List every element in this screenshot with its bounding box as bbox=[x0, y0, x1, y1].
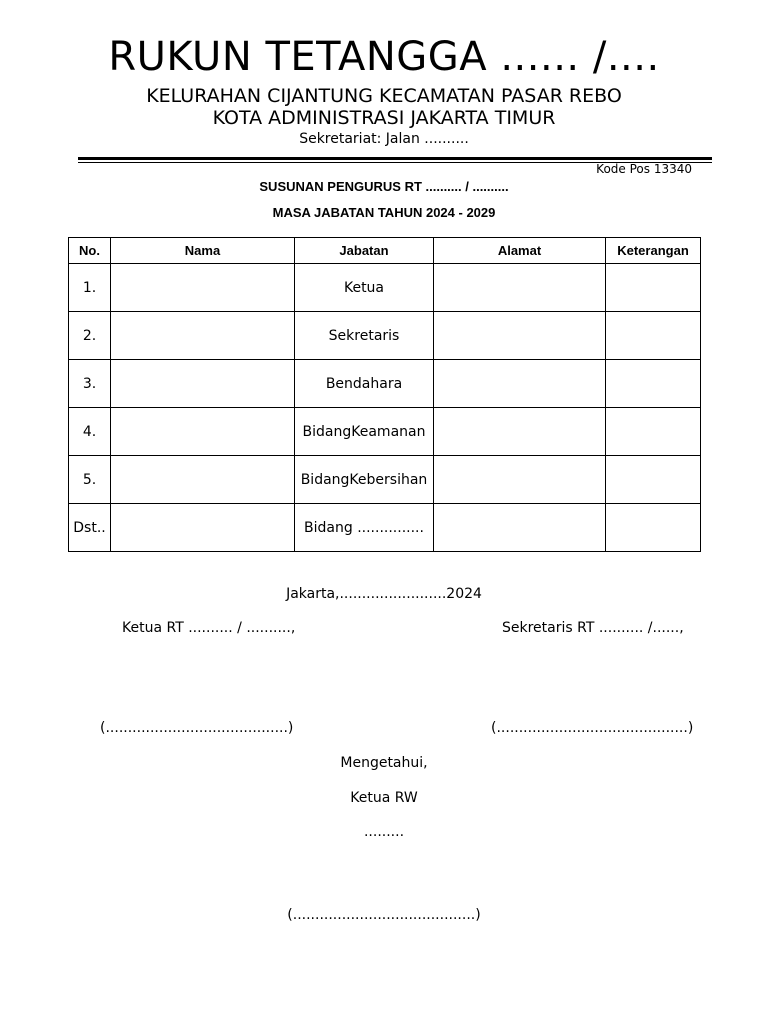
cell-no: Dst.. bbox=[69, 504, 111, 552]
cell-alamat bbox=[434, 264, 606, 312]
cell-alamat bbox=[434, 360, 606, 408]
kelurahan-line: KELURAHAN CIJANTUNG KECAMATAN PASAR REBO bbox=[146, 85, 622, 107]
document-title: RUKUN TETANGGA ...... /.... bbox=[108, 34, 660, 80]
cell-no: 5. bbox=[69, 456, 111, 504]
cell-no: 4. bbox=[69, 408, 111, 456]
cell-jabatan: Ketua bbox=[295, 264, 434, 312]
cell-no: 3. bbox=[69, 360, 111, 408]
column-header-no: No. bbox=[69, 238, 111, 264]
postal-code: Kode Pos 13340 bbox=[596, 162, 692, 176]
sekretaris-rt-label: Sekretaris RT .......... /......, bbox=[502, 620, 684, 636]
cell-nama bbox=[111, 504, 295, 552]
cell-keterangan bbox=[606, 360, 701, 408]
table-row bbox=[69, 360, 701, 408]
cell-jabatan: BidangKebersihan bbox=[295, 456, 434, 504]
table-row bbox=[69, 312, 701, 360]
cell-nama bbox=[111, 360, 295, 408]
cell-jabatan: Bidang ............... bbox=[295, 504, 434, 552]
column-header-nama: Nama bbox=[111, 238, 295, 264]
cell-keterangan bbox=[606, 312, 701, 360]
ketua-rw-signature-blank: (.........................................) bbox=[287, 907, 481, 923]
table-row bbox=[69, 456, 701, 504]
cell-alamat bbox=[434, 408, 606, 456]
cell-keterangan bbox=[606, 456, 701, 504]
table-row bbox=[69, 264, 701, 312]
ketua-rw-label: Ketua RW bbox=[350, 790, 418, 806]
header-divider-thick bbox=[78, 157, 712, 160]
cell-keterangan bbox=[606, 504, 701, 552]
cell-nama bbox=[111, 456, 295, 504]
cell-alamat bbox=[434, 312, 606, 360]
ketua-rt-signature-blank: (.........................................) bbox=[100, 720, 294, 736]
table-row bbox=[69, 408, 701, 456]
column-header-keterangan: Keterangan bbox=[606, 238, 701, 264]
cell-nama bbox=[111, 264, 295, 312]
cell-keterangan bbox=[606, 264, 701, 312]
cell-alamat bbox=[434, 456, 606, 504]
kota-line: KOTA ADMINISTRASI JAKARTA TIMUR bbox=[212, 107, 556, 129]
column-header-alamat: Alamat bbox=[434, 238, 606, 264]
cell-no: 2. bbox=[69, 312, 111, 360]
table-header-row bbox=[69, 238, 701, 264]
column-header-jabatan: Jabatan bbox=[295, 238, 434, 264]
term-heading: MASA JABATAN TAHUN 2024 - 2029 bbox=[272, 205, 496, 220]
ketua-rt-label: Ketua RT .......... / .........., bbox=[122, 620, 296, 636]
roster-heading: SUSUNAN PENGURUS RT .......... / .......... bbox=[259, 179, 509, 194]
cell-nama bbox=[111, 312, 295, 360]
sekretaris-rt-signature-blank: (...........................................) bbox=[491, 720, 694, 736]
cell-jabatan: Sekretaris bbox=[295, 312, 434, 360]
ketua-rw-name: ......... bbox=[363, 824, 405, 840]
cell-keterangan bbox=[606, 408, 701, 456]
place-date-line: Jakarta,........................2024 bbox=[286, 586, 482, 602]
cell-jabatan: BidangKeamanan bbox=[295, 408, 434, 456]
roster-table bbox=[68, 237, 701, 552]
cell-alamat bbox=[434, 504, 606, 552]
table-row bbox=[69, 504, 701, 552]
secretariat-line: Sekretariat: Jalan .......... bbox=[299, 131, 469, 147]
cell-jabatan: Bendahara bbox=[295, 360, 434, 408]
cell-no: 1. bbox=[69, 264, 111, 312]
cell-nama bbox=[111, 408, 295, 456]
acknowledged-label: Mengetahui, bbox=[340, 755, 428, 771]
